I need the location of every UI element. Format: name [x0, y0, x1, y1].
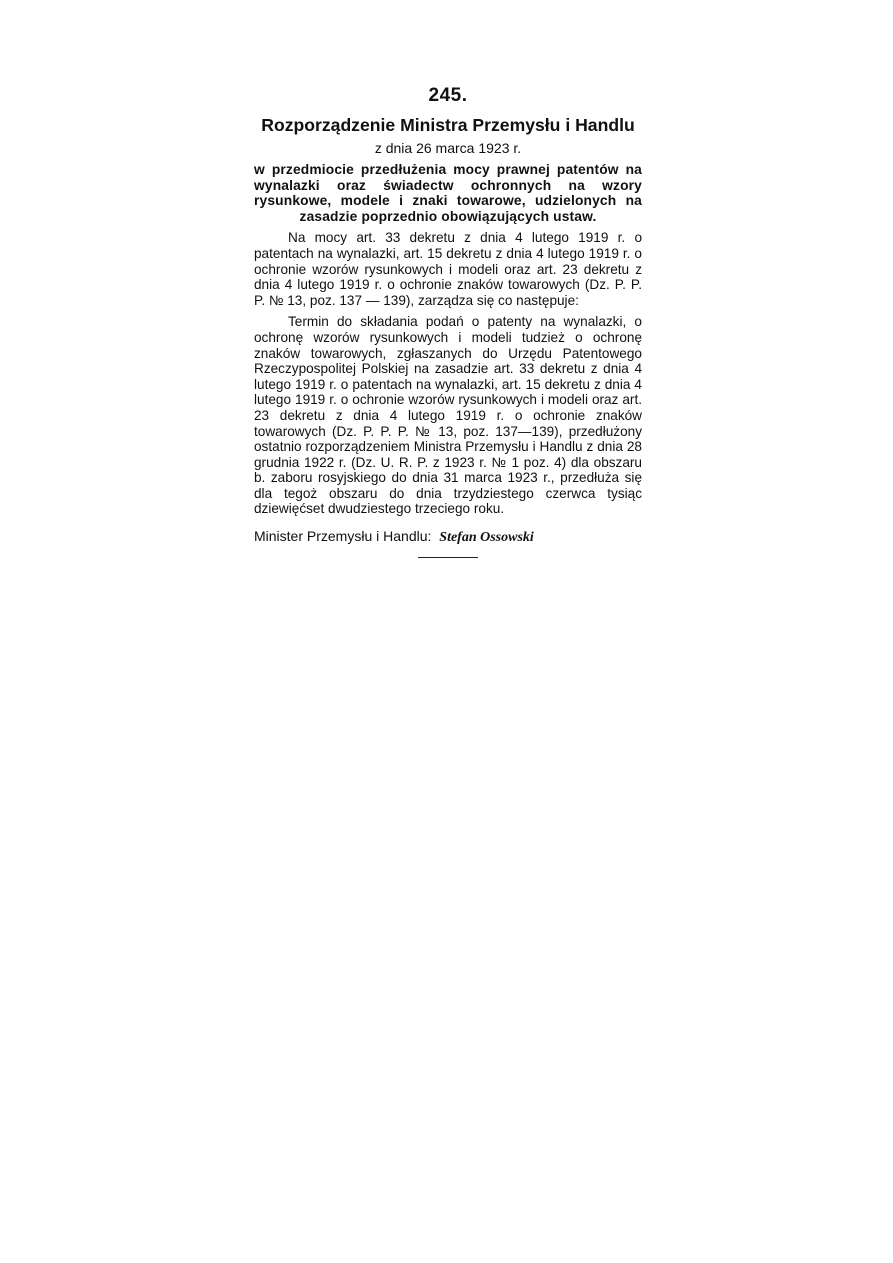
- signature-name: Stefan Ossowski: [439, 530, 534, 546]
- page-number: 245.: [428, 85, 468, 106]
- document-title: Rozporządzenie Ministra Przemysłu i Handlu: [261, 115, 635, 135]
- date-line: z dnia 26 marca 1923 r.: [374, 140, 522, 156]
- closing-rule: [418, 557, 478, 558]
- document-subject: w przedmiocie przedłużenia mocy prawnej patentów na wynalazki oraz świadectw ochronnych na wzory rysunkowe, modele i znaki towarowe, udzielonych na zasadzie poprzednio obowiązujących ustaw.: [254, 162, 642, 224]
- signature-line: [254, 527, 642, 547]
- preamble-paragraph: Na mocy art. 33 dekretu z dnia 4 lutego 1919 r. o patentach na wynalazki, art. 15 dekretu z dnia 4 lutego 1919 r. o ochronie wzorów rysunkowych i modeli oraz art. 23 dekretu z dnia 4 lutego 1919 r. o ochronie znaków towarowych (Dz. P. P. P. № 13, poz. 137 — 139), zarządza się co następuje:: [254, 230, 642, 308]
- body-paragraph: Termin do składania podań o patenty na wynalazki, o ochronę wzorów rysunkowych i modeli tudzież o ochronę znaków towarowych, zgłaszanych do Urzędu Patentowego Rzeczypospolitej Polskiej na zasadzie art. 33 dekretu z dnia 4 lutego 1919 r. o patentach na wynalazki, art. 15 dekretu z dnia 4 lutego 1919 r. o ochronie wzorów rysunkowych i modeli oraz art. 23 dekretu z dnia 4 lutego 1919 r. o ochronie znaków towarowych (Dz. P. P. P. № 13, poz. 137—139), przedłużony ostatnio rozporządzeniem Ministra Przemysłu i Handlu z dnia 28 grudnia 1922 r. (Dz. U. R. P. z 1923 r. № 1 poz. 4) dla obszaru b. zaboru rosyjskiego do dnia 31 marca 1923 r., przedłuża się dla tegoż obszaru do dnia trzydziestego czerwca tysiąc dziewięćset dwudziestego trzeciego roku.: [254, 314, 642, 517]
- document-page: [254, 84, 642, 558]
- signature-role: Minister Przemysłu i Handlu:: [254, 528, 432, 545]
